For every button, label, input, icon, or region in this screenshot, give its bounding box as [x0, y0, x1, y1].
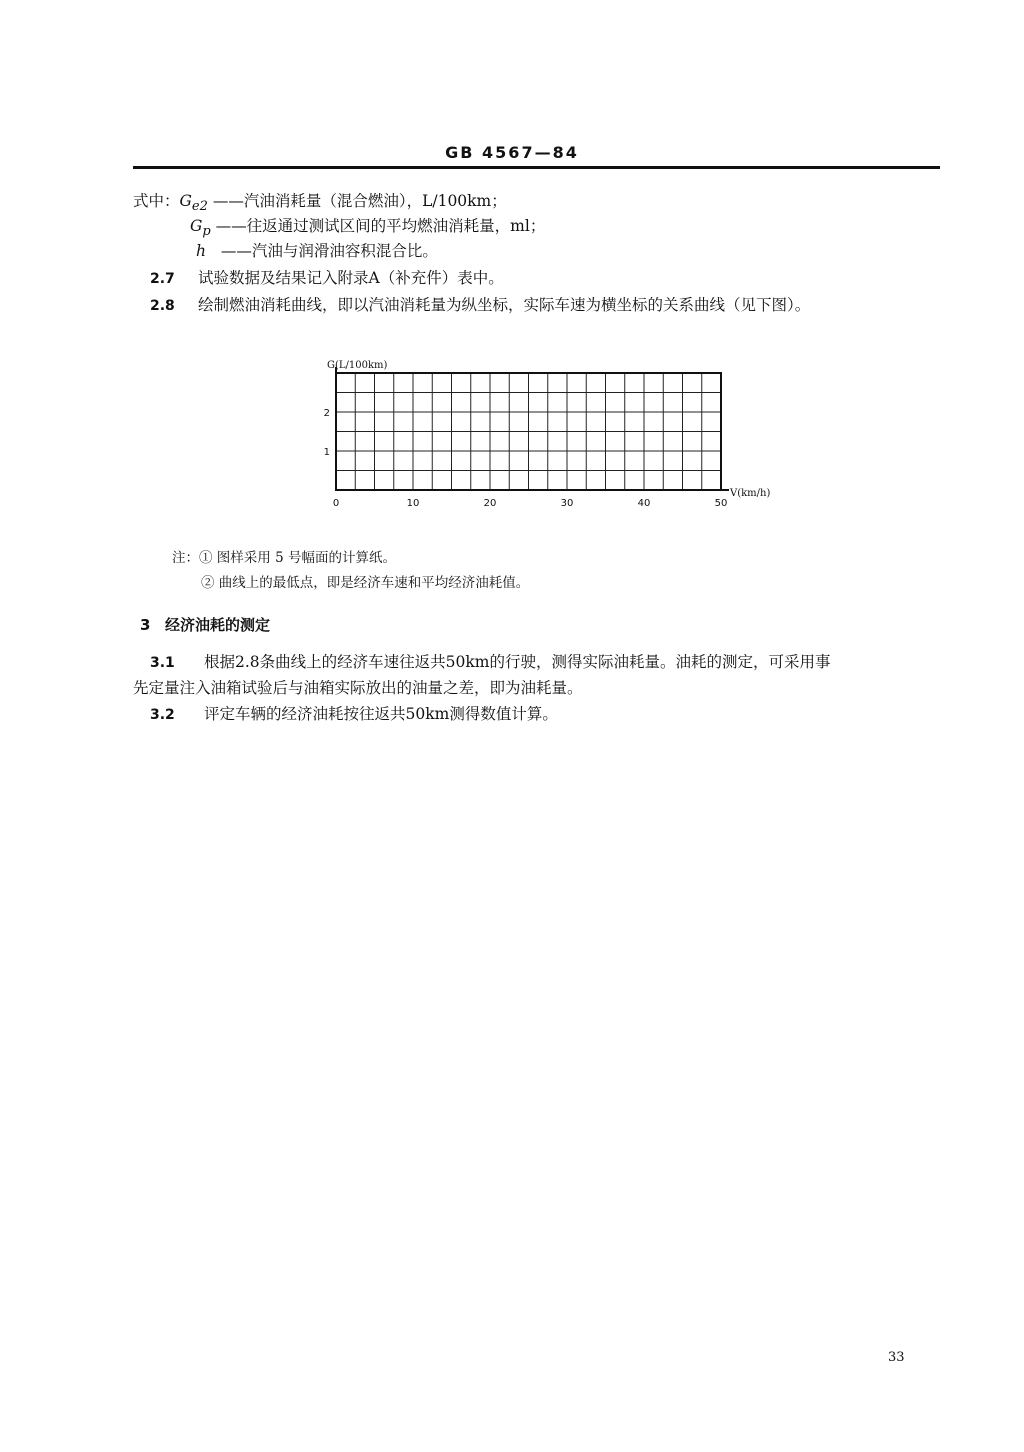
x-axis-label: V(km/h): [730, 488, 771, 499]
notes-row-2: [201, 573, 529, 593]
note-1: ① 图样采用 5 号幅面的计算纸。: [199, 550, 396, 566]
symbol-ge2-description: ——汽油消耗量（混合燃油），L/100km；: [212, 192, 507, 210]
clause-text-continued: 先定量注入油箱试验后与油箱实际放出的油量之差，即为油耗量。: [133, 679, 583, 697]
y-tick-label: 1: [323, 447, 330, 458]
symbol-gp-description: ——往返通过测试区间的平均燃油消耗量，ml；: [215, 217, 546, 235]
clause-number: 2.7: [150, 271, 175, 287]
clause-text: 根据2.8条曲线上的经济车速往返共50km的行驶，测得实际油耗量。油耗的测定，可采用事: [204, 653, 831, 671]
clause-text: 绘制燃油消耗曲线，即以汽油消耗量为纵坐标，实际车速为横坐标的关系曲线（见下图）。: [198, 296, 811, 314]
notes-prefix: 注：: [172, 550, 199, 566]
section-title: 经济油耗的测定: [165, 616, 271, 634]
chart-ticks: [324, 408, 728, 509]
x-tick-label: 20: [483, 498, 497, 509]
clause-number: 2.8: [150, 298, 175, 314]
x-tick-label: 10: [406, 498, 420, 509]
section-3-heading: [140, 614, 270, 635]
clause-number: 3.2: [150, 707, 175, 723]
symbol-h: h: [196, 242, 206, 260]
x-tick-label: 50: [714, 498, 728, 509]
x-tick-label: 30: [560, 498, 574, 509]
clause-3-1-line-1: [150, 651, 830, 674]
y-axis-label: G(L/100km): [327, 360, 388, 371]
clause-number: 3.1: [150, 655, 175, 671]
fuel-consumption-chart: [0, 0, 1024, 540]
symbol-gp-subscript: p: [202, 224, 211, 240]
symbol-ge2-subscript: e2: [191, 199, 208, 215]
page-number: 33: [888, 1350, 905, 1365]
formula-legend-prefix: 式中：: [133, 192, 180, 210]
clause-text: 试验数据及结果记入附录A（补充件）表中。: [198, 269, 504, 287]
x-tick-label: 40: [637, 498, 651, 509]
clause-3-2: [150, 703, 558, 726]
symbol-gp: G: [190, 217, 203, 235]
chart-grid: [336, 373, 721, 490]
symbol-h-description: ——汽油与润滑油容积混合比。: [220, 242, 438, 260]
notes-row-1: [172, 548, 396, 568]
symbol-ge2: G: [179, 192, 192, 210]
chart-axes: [336, 367, 729, 490]
standard-code: GB 4567—84: [445, 143, 579, 162]
clause-3-1-line-2: [133, 677, 583, 699]
x-tick-label: 0: [332, 498, 340, 509]
clause-text: 评定车辆的经济油耗按往返共50km测得数值计算。: [204, 705, 558, 723]
section-number: 3: [140, 616, 151, 634]
note-2: ② 曲线上的最低点，即是经济车速和平均经济油耗值。: [201, 575, 530, 591]
y-tick-label: 2: [323, 408, 330, 419]
